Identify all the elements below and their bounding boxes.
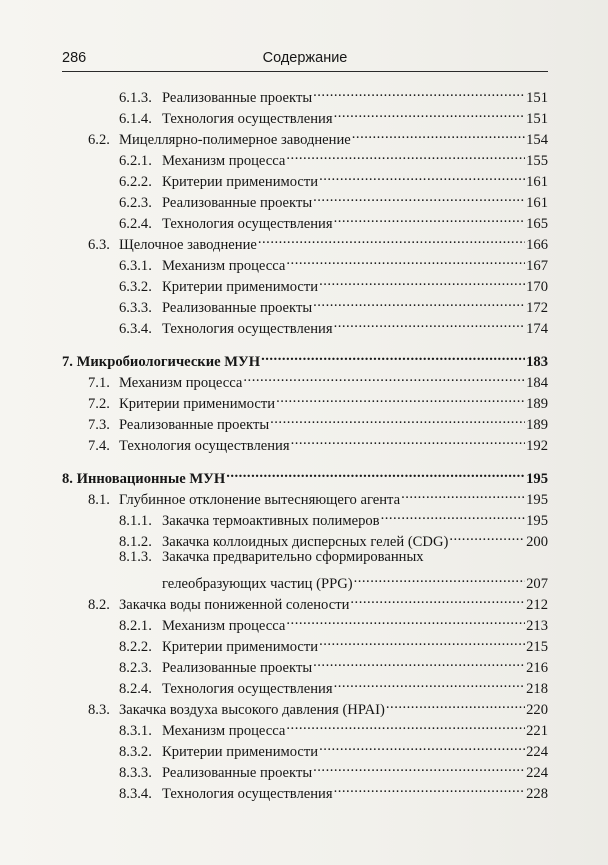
running-title: Содержание [262, 50, 348, 66]
toc-entry-title: Критерии применимости [162, 174, 319, 190]
toc-entry-title: Критерии применимости [119, 396, 276, 412]
toc-entry-title: Глубинное отклонение вытесняющего агента [119, 492, 401, 508]
dot-leader [334, 778, 526, 798]
toc-entry-label [88, 436, 290, 456]
toc-page-number: 218 [526, 681, 548, 697]
toc-chapter [62, 463, 548, 487]
toc-entry-number: 8.3. [88, 702, 110, 718]
toc-entry [119, 250, 548, 274]
toc-entry [88, 430, 548, 454]
toc-entry-title: Критерии применимости [162, 639, 319, 655]
toc-entry [119, 313, 548, 337]
toc-page-number: 183 [526, 354, 548, 370]
toc-entry-title: Микробиологические МУН [76, 354, 261, 370]
toc-page-number: 155 [526, 153, 548, 169]
toc-page-number: 195 [526, 513, 548, 529]
toc-page-number: 220 [526, 702, 548, 718]
toc-entry [88, 124, 548, 148]
toc-page-number: 165 [526, 216, 548, 232]
toc-entry [119, 187, 548, 211]
toc-entry-number: 8.3.1. [119, 723, 152, 739]
dot-leader [401, 484, 525, 504]
dot-leader [350, 589, 525, 609]
toc-page-number: 154 [526, 132, 548, 148]
toc-page-number: 151 [526, 111, 548, 127]
toc-entry-title: Критерии применимости [162, 744, 319, 760]
dot-leader [352, 124, 525, 144]
toc-entry-title: Технология осуществления [162, 111, 333, 127]
toc-entry-number: 8.1.3. [119, 549, 152, 565]
toc-page-number: 192 [526, 438, 548, 454]
toc-page-number: 224 [526, 765, 548, 781]
toc-entry-title: Технология осуществления [162, 681, 333, 697]
toc-entry-number: 7.3. [88, 417, 110, 433]
toc-entry [119, 715, 548, 739]
toc-entry-number: 6.2. [88, 132, 110, 148]
toc-page-number: 170 [526, 279, 548, 295]
toc-entry-number: 8.2.3. [119, 660, 152, 676]
toc-entry-number: 6.1.3. [119, 90, 152, 106]
toc-entry-number: 8.1.2. [119, 534, 152, 550]
toc-entry-title: Закачка воздуха высокого давления (HPAI) [119, 702, 385, 718]
toc-entry-number: 6.1.4. [119, 111, 152, 127]
toc-entry [119, 526, 548, 550]
toc-entry-number: 8. [62, 471, 73, 487]
toc-entry-label [119, 319, 333, 339]
toc-entry-number: 8.3.4. [119, 786, 152, 802]
toc-entry-title: Реализованные проекты [162, 195, 313, 211]
dot-leader [276, 388, 525, 408]
toc-page-number: 184 [526, 375, 548, 391]
toc-entry-number: 7.4. [88, 438, 110, 454]
dot-leader [243, 367, 525, 387]
toc-entry-number: 6.3.2. [119, 279, 152, 295]
toc-entry [119, 505, 548, 529]
toc-entry [88, 388, 548, 412]
toc-entry-number: 7.1. [88, 375, 110, 391]
toc-page-number: 213 [526, 618, 548, 634]
dot-leader [286, 145, 525, 165]
toc-entry-number: 7. [62, 354, 73, 370]
toc-page-number: 151 [526, 90, 548, 106]
dot-leader [313, 82, 525, 102]
toc-entry-number: 6.2.4. [119, 216, 152, 232]
toc-entry [88, 409, 548, 433]
toc-entry-title: Закачка коллоидных дисперсных гелей (CDG) [162, 534, 449, 550]
toc-entry [88, 367, 548, 391]
dot-leader [270, 409, 525, 429]
toc-entry-number: 8.2. [88, 597, 110, 613]
toc-page-number: 195 [526, 471, 548, 487]
toc-entry [88, 694, 548, 718]
toc-entry-title: Механизм процесса [162, 258, 286, 274]
dot-leader [354, 568, 526, 588]
toc-entry-title: Реализованные проекты [162, 90, 313, 106]
toc-page-number: 200 [526, 534, 548, 550]
toc-page-number: 172 [526, 300, 548, 316]
toc-entry-continuation [162, 568, 548, 592]
toc-page-number: 221 [526, 723, 548, 739]
toc-entry [88, 484, 548, 508]
dot-leader [286, 715, 525, 735]
toc-page-number: 228 [526, 786, 548, 802]
dot-leader [334, 103, 526, 123]
toc-entry-number: 8.1.1. [119, 513, 152, 529]
toc-entry-title: Инновационные МУН [76, 471, 226, 487]
toc-entry-number: 8.2.2. [119, 639, 152, 655]
dot-leader [313, 652, 525, 672]
dot-leader [261, 346, 525, 366]
dot-leader [319, 631, 525, 651]
toc-entry-number: 6.3.1. [119, 258, 152, 274]
toc-entry-number: 6.3. [88, 237, 110, 253]
toc-entry-number: 7.2. [88, 396, 110, 412]
dot-leader [334, 208, 526, 228]
toc-entry-title: Механизм процесса [162, 618, 286, 634]
toc-entry-title: Реализованные проекты [162, 765, 313, 781]
toc-entry-number: 8.1. [88, 492, 110, 508]
toc-page-number: 189 [526, 417, 548, 433]
dot-leader [313, 187, 525, 207]
toc-entry [119, 208, 548, 232]
toc-entry-title: Технология осуществления [119, 438, 290, 454]
dot-leader [386, 694, 525, 714]
toc-entry-title: Закачка предварительно сформированных [162, 549, 424, 565]
toc-entry-number: 6.2.2. [119, 174, 152, 190]
toc-entry [119, 292, 548, 316]
toc-entry-number: 6.3.4. [119, 321, 152, 337]
toc-page-number: 216 [526, 660, 548, 676]
toc-entry-title: Закачка термоактивных полимеров [162, 513, 380, 529]
toc-entry [88, 229, 548, 253]
toc-entry-number: 8.2.1. [119, 618, 152, 634]
dot-leader [334, 673, 526, 693]
toc-entry [119, 778, 548, 802]
dot-leader [381, 505, 526, 525]
toc-page-number: 207 [526, 576, 548, 592]
toc-entry-label [119, 547, 424, 567]
toc-entry-title: Технология осуществления [162, 321, 333, 337]
page-number: 286 [62, 50, 87, 66]
toc-entry-number: 6.2.1. [119, 153, 152, 169]
toc-entry-title: Реализованные проекты [162, 660, 313, 676]
toc-entry [119, 673, 548, 697]
toc-page-number: 161 [526, 195, 548, 211]
toc-entry-number: 8.3.3. [119, 765, 152, 781]
toc-entry [88, 589, 548, 613]
toc-entry-title-continued: гелеобразующих частиц (PPG) [162, 576, 353, 592]
toc-entry [119, 736, 548, 760]
toc-entry [119, 145, 548, 169]
dot-leader [313, 757, 525, 777]
toc-entry-number: 8.3.2. [119, 744, 152, 760]
toc-page-number: 212 [526, 597, 548, 613]
dot-leader [319, 736, 525, 756]
toc-entry [119, 631, 548, 655]
toc-page-number: 166 [526, 237, 548, 253]
dot-leader [286, 250, 525, 270]
dot-leader [334, 313, 526, 333]
dot-leader [319, 166, 525, 186]
toc-entry-number: 8.2.4. [119, 681, 152, 697]
dot-leader [226, 463, 525, 483]
toc-page-number: 167 [526, 258, 548, 274]
toc-chapter [62, 346, 548, 370]
dot-leader [286, 610, 525, 630]
toc-entry-title: Механизм процесса [162, 723, 286, 739]
toc-entry [119, 547, 548, 567]
dot-leader [313, 292, 525, 312]
toc-page-number: 195 [526, 492, 548, 508]
toc-entry-title: Закачка воды пониженной солености [119, 597, 350, 613]
toc-entry-title: Технология осуществления [162, 786, 333, 802]
toc-entry-number: 6.2.3. [119, 195, 152, 211]
toc-entry-title: Щелочное заводнение [119, 237, 257, 253]
toc-page-number: 161 [526, 174, 548, 190]
dot-leader [291, 430, 526, 450]
dot-leader [258, 229, 525, 249]
toc-entry-title: Мицеллярно-полимерное заводнение [119, 132, 351, 148]
toc-entry-title: Реализованные проекты [162, 300, 313, 316]
dot-leader [319, 271, 525, 291]
dot-leader [449, 526, 525, 546]
toc-entry [119, 271, 548, 295]
toc-page-number: 189 [526, 396, 548, 412]
toc-entry-number: 6.3.3. [119, 300, 152, 316]
toc-entry-title: Критерии применимости [162, 279, 319, 295]
toc-entry-title: Технология осуществления [162, 216, 333, 232]
toc-page-number: 174 [526, 321, 548, 337]
toc-entry [119, 652, 548, 676]
toc-entry [119, 757, 548, 781]
toc-entry-title: Реализованные проекты [119, 417, 270, 433]
toc-page-number: 215 [526, 639, 548, 655]
toc-entry [119, 103, 548, 127]
toc-entry [119, 166, 548, 190]
toc-entry-title: Механизм процесса [162, 153, 286, 169]
toc-entry [119, 610, 548, 634]
toc-page-number: 224 [526, 744, 548, 760]
toc-entry-label [119, 784, 333, 804]
toc-entry [119, 82, 548, 106]
toc-entry-title: Механизм процесса [119, 375, 243, 391]
